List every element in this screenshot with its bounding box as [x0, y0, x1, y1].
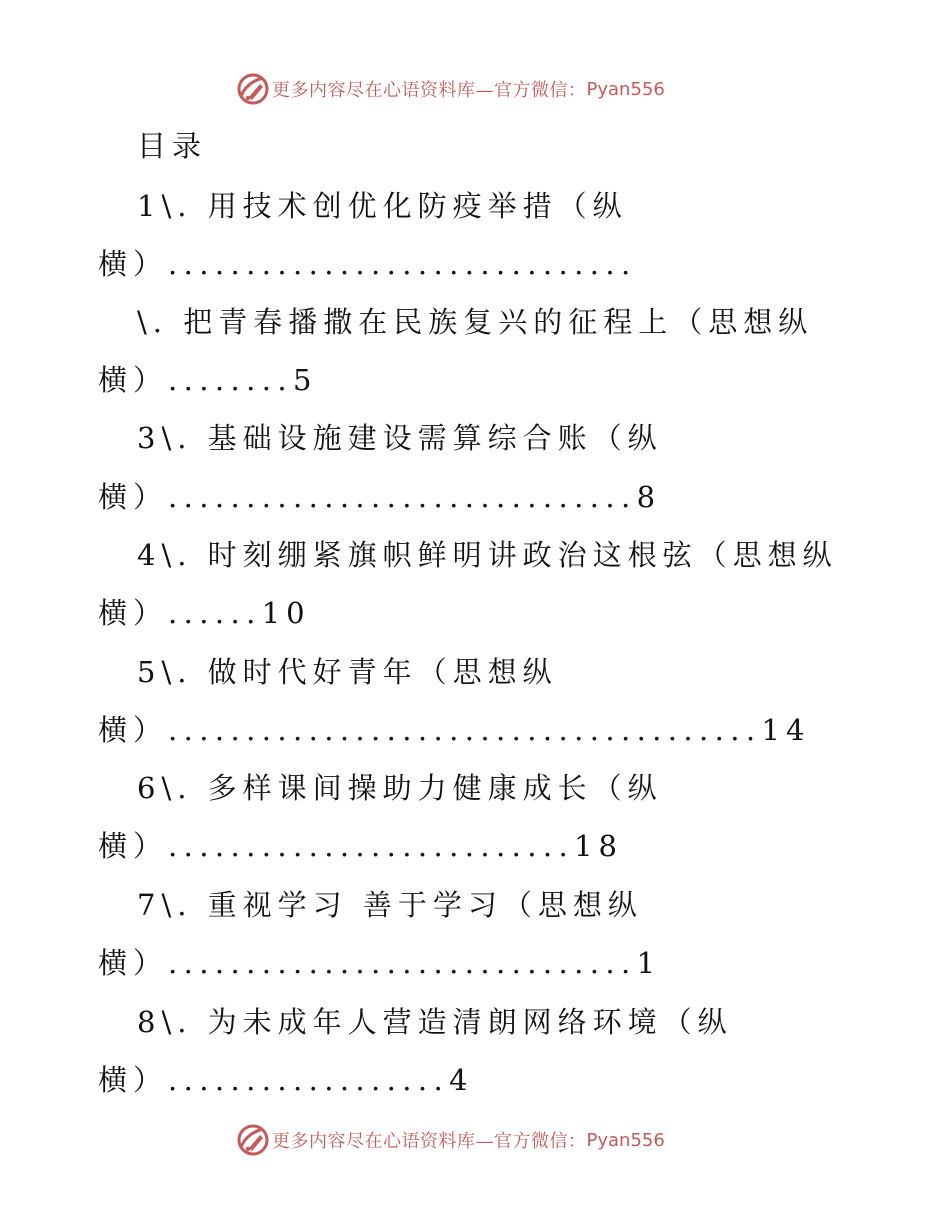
toc-entry-1-tail: 横）..............................	[98, 247, 637, 281]
toc-page-number: 14	[761, 713, 811, 747]
toc-page-number: 18	[574, 829, 623, 863]
toc-entry-8-tail: 横）..................4	[98, 1063, 474, 1097]
toc-entry-6-tail: 横）..........................18	[98, 829, 623, 863]
toc-entry-5-tail: 横）......................................14	[98, 713, 811, 747]
watermark-bottom	[236, 1123, 665, 1157]
pen-logo-icon	[236, 72, 270, 106]
toc-entry-6-title: 6\. 多样课间操助力健康成长（纵	[137, 771, 663, 805]
toc-entry-3-tail: 横）..............................8	[98, 480, 662, 514]
toc-page-number: 4	[449, 1063, 474, 1097]
toc-entry-4-tail: 横）......10	[98, 596, 311, 630]
toc-page-number: 5	[292, 363, 318, 397]
watermark-wechat-id: Pyan556	[586, 78, 665, 100]
toc-leader: ......................................	[168, 713, 762, 747]
toc-entry-2-title: \. 把青春播撒在民族复兴的征程上（思想纵	[137, 305, 814, 339]
toc-entry-2-tail: 横）........5	[98, 363, 318, 397]
toc-leader: ..........................	[168, 829, 575, 863]
toc-entry-8-title: 8\. 为未成年人营造清朗网络环境（纵	[137, 1005, 733, 1039]
toc-page-number: 1	[636, 946, 662, 980]
toc-entry-1-title: 1\. 用技术创优化防疫举措（纵	[137, 189, 628, 223]
toc-entry-3-title: 3\. 基础设施建设需算综合账（纵	[137, 421, 663, 455]
watermark-top	[236, 72, 665, 106]
toc-entry-4-title: 4\. 时刻绷紧旗帜鲜明讲政治这根弦（思想纵	[137, 538, 838, 572]
toc-entry-5-title: 5\. 做时代好青年（思想纵	[137, 655, 558, 689]
toc-entry-7-tail: 横）..............................1	[98, 946, 662, 980]
pen-logo-icon	[236, 1123, 270, 1157]
toc-entry-7-title: 7\. 重视学习 善于学习（思想纵	[137, 888, 643, 922]
watermark-text: 更多内容尽在心语资料库—官方微信：	[272, 1131, 587, 1152]
toc-leader: ........	[168, 363, 293, 397]
toc-leader: ..............................	[168, 946, 637, 980]
toc-leader: ..............................	[168, 247, 637, 281]
toc-leader: ..................	[168, 1063, 450, 1097]
toc-page-number: 10	[261, 596, 311, 630]
watermark-text: 更多内容尽在心语资料库—官方微信：	[272, 80, 587, 101]
toc-leader: ......	[168, 596, 262, 630]
toc-title: 目录	[137, 129, 208, 163]
toc-leader: ..............................	[168, 480, 637, 514]
watermark-wechat-id: Pyan556	[586, 1129, 665, 1151]
toc-page-number: 8	[636, 480, 662, 514]
